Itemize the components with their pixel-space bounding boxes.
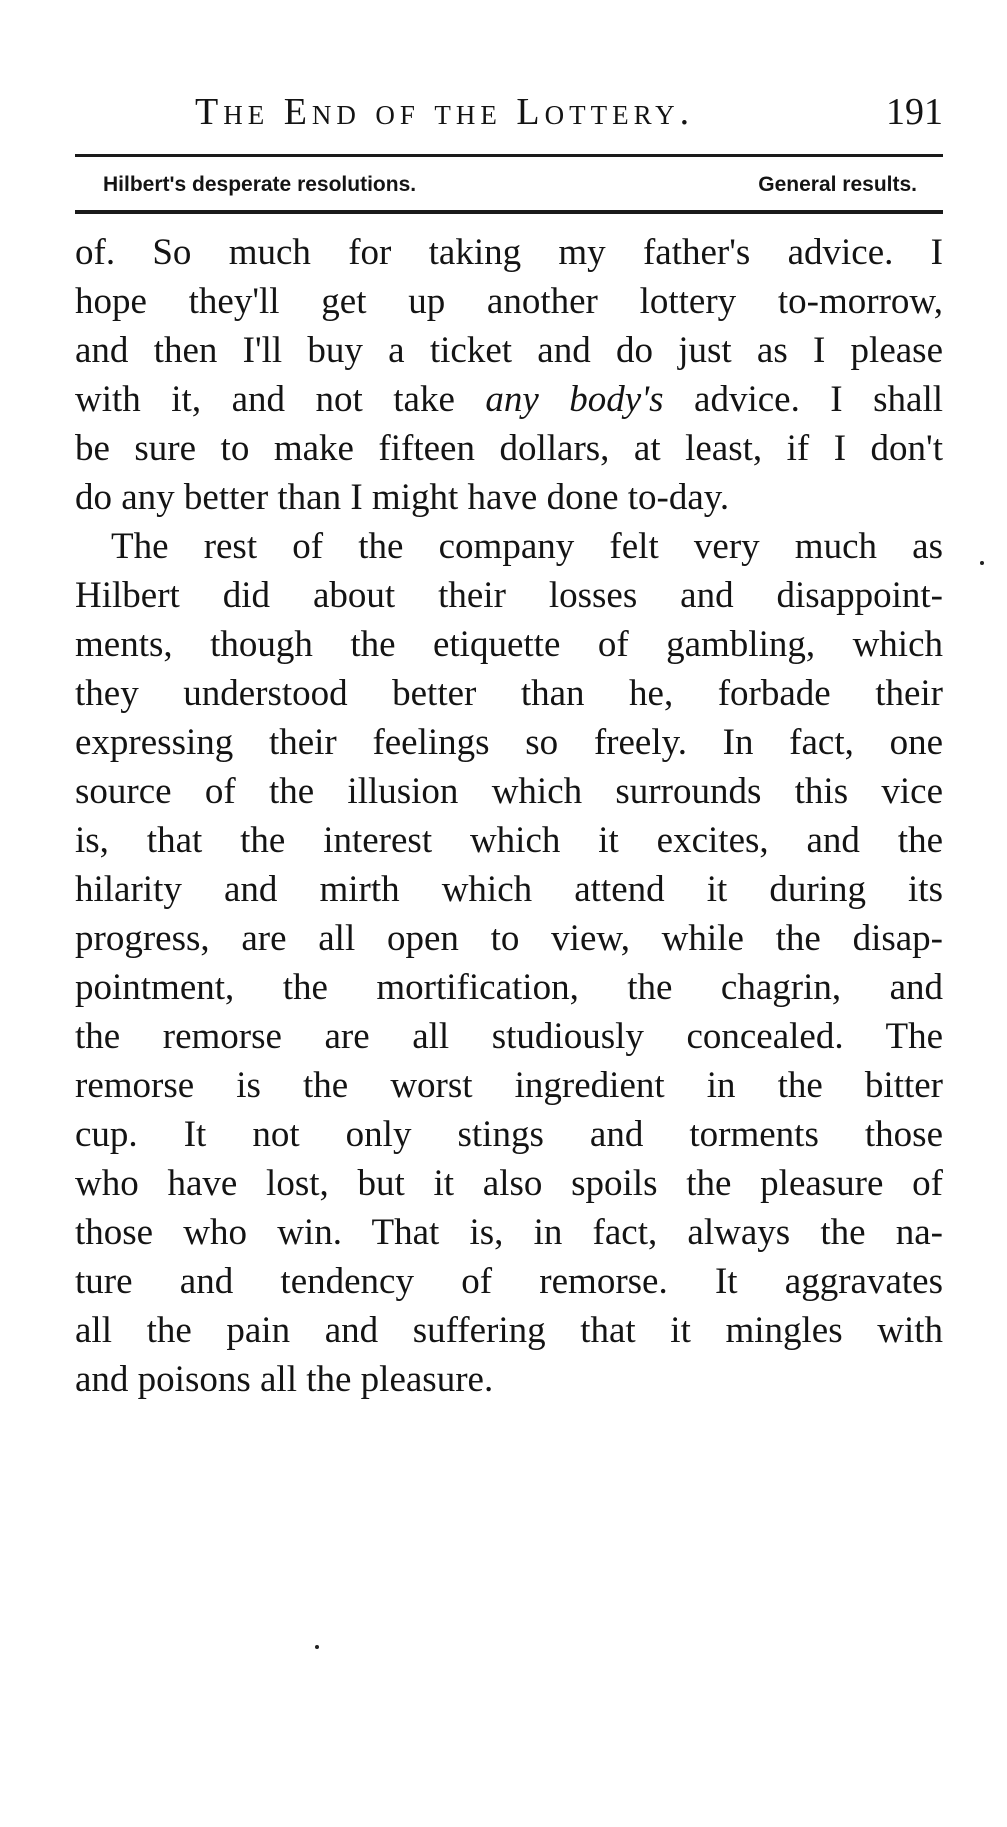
text-line: and poisons all the pleasure.	[75, 1359, 494, 1400]
text-line: Hilbert did about their losses and disappoint-	[75, 575, 943, 616]
text-line: they understood better than he, forbade their	[75, 673, 943, 714]
text-line: the remorse are all studiously concealed. The	[75, 1016, 943, 1057]
sidenote-bar	[75, 168, 943, 202]
paragraph	[75, 522, 943, 1404]
text-line: remorse is the worst ingredient in the bitter	[75, 1065, 943, 1106]
ink-speck	[315, 1645, 319, 1649]
text-line: those who win. That is, in fact, always the na-	[75, 1212, 943, 1253]
text-line: expressing their feelings so freely. In fact, one	[75, 722, 943, 763]
running-title: The End of the Lottery.	[195, 91, 695, 133]
text-line: and then I'll buy a ticket and do just as I please	[75, 330, 943, 371]
text-line: of. So much for taking my father's advice. I	[75, 232, 943, 273]
text-run: advice. I shall	[663, 379, 943, 420]
text-line: who have lost, but it also spoils the pleasure of	[75, 1163, 943, 1204]
text-line: progress, are all open to view, while the disap-	[75, 918, 943, 959]
text-line: pointment, the mortification, the chagrin, and	[75, 967, 943, 1008]
running-head	[75, 88, 943, 140]
ink-speck	[980, 561, 984, 565]
text-run: with it, and not take	[75, 379, 486, 420]
paragraph	[75, 228, 943, 522]
body-text	[75, 228, 943, 1404]
text-line: ments, though the etiquette of gambling, which	[75, 624, 943, 665]
header-rule-top	[75, 154, 943, 157]
text-line: do any better than I might have done to-day.	[75, 477, 730, 518]
text-line: source of the illusion which surrounds this vice	[75, 771, 943, 812]
text-line: cup. It not only stings and torments those	[75, 1114, 943, 1155]
text-line: be sure to make fifteen dollars, at least, if I don't	[75, 428, 943, 469]
text-line: The rest of the company felt very much as	[111, 526, 943, 567]
sidenote-left: Hilbert's desperate resolutions.	[103, 173, 417, 196]
page-number: 191	[886, 91, 943, 133]
text-line: is, that the interest which it excites, and the	[75, 820, 943, 861]
emphasis-text: any body's	[485, 379, 664, 420]
text-line	[75, 375, 943, 424]
text-line: ture and tendency of remorse. It aggravates	[75, 1261, 943, 1302]
sidenote-right: General results.	[758, 173, 917, 196]
header-rule-bottom	[75, 210, 943, 214]
text-line: hilarity and mirth which attend it during its	[75, 869, 943, 910]
text-line: hope they'll get up another lottery to-morrow,	[75, 281, 943, 322]
text-line: all the pain and suffering that it mingles with	[75, 1310, 943, 1351]
